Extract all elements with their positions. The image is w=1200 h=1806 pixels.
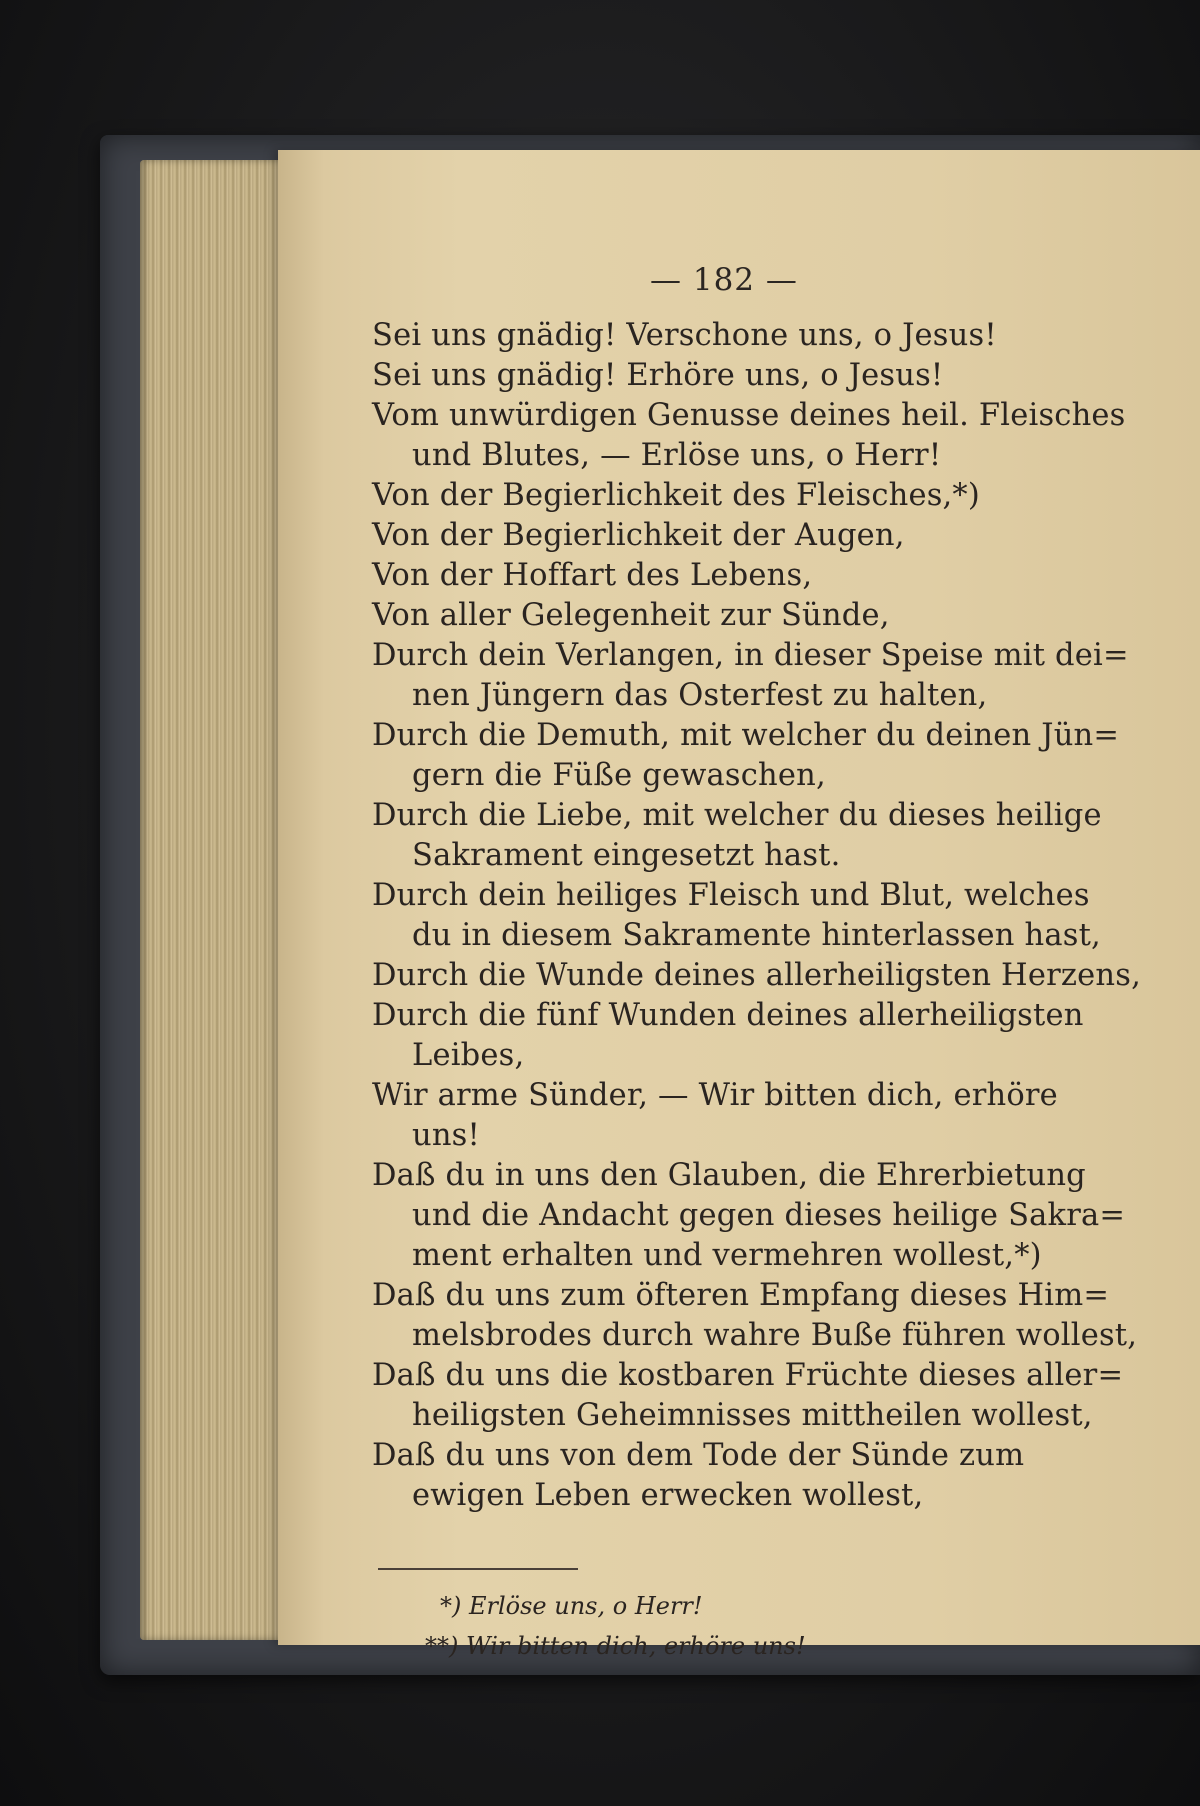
text-line: ewigen Leben erwecken wollest, xyxy=(412,1478,924,1513)
text-line: Durch die Liebe, mit welcher du dieses heilige xyxy=(372,798,1102,833)
footnote-divider xyxy=(378,1568,578,1570)
text-line: Wir arme Sünder, — Wir bitten dich, erhöre xyxy=(372,1078,1058,1113)
text-line: Daß du uns zum öfteren Empfang dieses Him= xyxy=(372,1278,1110,1313)
footnote: *) Erlöse uns, o Herr! xyxy=(440,1592,703,1620)
text-line: heiligsten Geheimnisses mittheilen wollest, xyxy=(412,1398,1093,1433)
text-line: du in diesem Sakramente hinterlassen hast, xyxy=(412,918,1101,953)
text-line: Durch dein Verlangen, in dieser Speise mit dei= xyxy=(372,638,1129,673)
text-line: Sei uns gnädig! Erhöre uns, o Jesus! xyxy=(372,358,944,393)
text-line: melsbrodes durch wahre Buße führen wollest, xyxy=(412,1318,1138,1353)
text-line: Durch die Demuth, mit welcher du deinen Jün= xyxy=(372,718,1120,753)
text-line: Durch dein heiliges Fleisch und Blut, welches xyxy=(372,878,1090,913)
text-line: Daß du uns die kostbaren Früchte dieses aller= xyxy=(372,1358,1124,1393)
text-line: Leibes, xyxy=(412,1038,525,1073)
text-line: und die Andacht gegen dieses heilige Sakra= xyxy=(412,1198,1126,1233)
text-line: Daß du in uns den Glauben, die Ehrerbietung xyxy=(372,1158,1086,1193)
text-line: Sei uns gnädig! Verschone uns, o Jesus! xyxy=(372,318,997,353)
page-number: — 182 — xyxy=(650,262,798,298)
page-edges xyxy=(140,160,290,1640)
text-line: Von der Begierlichkeit des Fleisches,*) xyxy=(372,478,980,513)
text-line: Sakrament eingesetzt hast. xyxy=(412,838,841,873)
text-line: uns! xyxy=(412,1118,480,1153)
text-line: Daß du uns von dem Tode der Sünde zum xyxy=(372,1438,1025,1473)
text-line: Durch die fünf Wunden deines allerheiligsten xyxy=(372,998,1084,1033)
footnote: **) Wir bitten dich, erhöre uns! xyxy=(425,1632,806,1660)
text-line: Vom unwürdigen Genusse deines heil. Fleisches xyxy=(372,398,1126,433)
text-line: nen Jüngern das Osterfest zu halten, xyxy=(412,678,988,713)
text-line: Durch die Wunde deines allerheiligsten Herzens, xyxy=(372,958,1141,993)
text-line: gern die Füße gewaschen, xyxy=(412,758,826,793)
text-line: Von aller Gelegenheit zur Sünde, xyxy=(372,598,890,633)
text-line: und Blutes, — Erlöse uns, o Herr! xyxy=(412,438,942,473)
text-line: ment erhalten und vermehren wollest,*) xyxy=(412,1238,1042,1273)
text-line: Von der Hoffart des Lebens, xyxy=(372,558,813,593)
text-line: Von der Begierlichkeit der Augen, xyxy=(372,518,905,553)
